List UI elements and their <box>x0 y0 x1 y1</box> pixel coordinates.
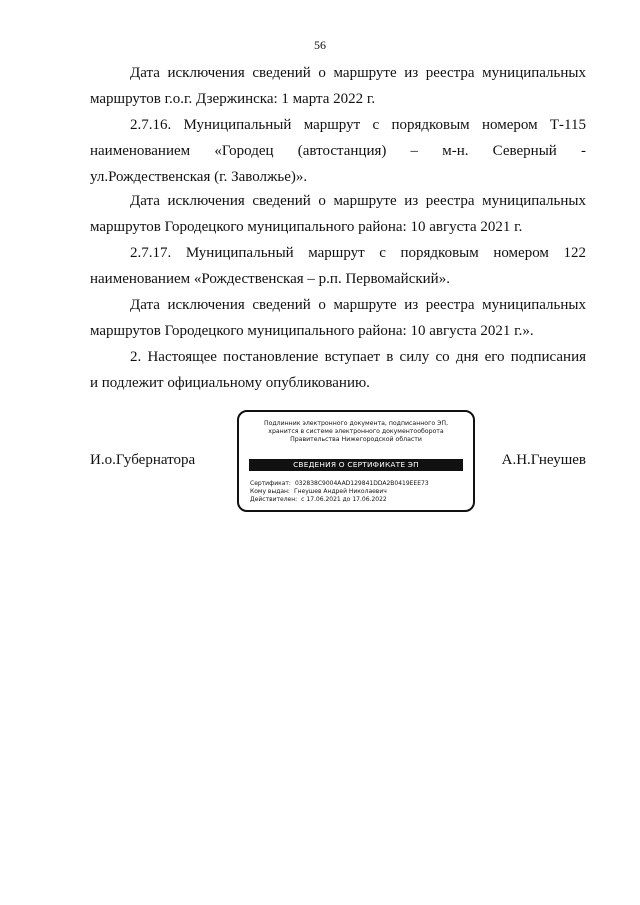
text-line: и подлежит официальному опубликованию. <box>90 375 370 391</box>
signer-name: А.Н.Гнеушев <box>501 452 586 468</box>
text-line: Дата исключения сведений о маршруте из реестра муниципальных <box>130 65 586 81</box>
issued-to-label: Кому выдан: <box>250 488 290 495</box>
stamp-title: СВЕДЕНИЯ О СЕРТИФИКАТЕ ЭП <box>249 459 463 471</box>
stamp-header <box>239 420 473 444</box>
text-line: ул.Рождественская (г. Заволжье)». <box>90 169 308 185</box>
stamp-header-line: хранится в системе электронного документооборота <box>268 428 444 435</box>
text-line: 2. Настоящее постановление вступает в силу со дня его подписания <box>130 349 586 365</box>
text-line: наименованием «Городец (автостанция) – м-н. Северный - <box>90 143 586 159</box>
electronic-signature-stamp <box>237 410 475 512</box>
text-line: Дата исключения сведений о маршруте из реестра муниципальных <box>130 297 586 313</box>
text-line: маршрутов Городецкого муниципального района: 10 августа 2021 г. <box>90 219 523 235</box>
text-line: маршрутов Городецкого муниципального района: 10 августа 2021 г.». <box>90 323 534 339</box>
validity-row <box>250 496 429 504</box>
stamp-header-line: Подлинник электронного документа, подписанного ЭП, <box>263 420 449 427</box>
paragraph-exclusion-gorodets-1 <box>90 188 586 240</box>
stamp-header-line: Правительства Нижегородской области <box>290 436 422 443</box>
stamp-certificate-info <box>250 480 429 504</box>
text-line: наименованием «Рождественская – р.п. Первомайский». <box>90 271 450 287</box>
paragraph-exclusion-dzerzhinsk <box>90 60 586 112</box>
text-line: 2.7.16. Муниципальный маршрут с порядковым номером Т-115 <box>130 117 586 133</box>
certificate-label: Сертификат: <box>250 480 291 487</box>
text-line: маршрутов г.о.г. Дзержинска: 1 марта 2022 г. <box>90 91 376 107</box>
paragraph-effective-date <box>90 344 586 396</box>
page-number: 56 <box>314 38 326 52</box>
certificate-value: 032838C9004AAD129841DDA2B0419EEE73 <box>294 480 429 487</box>
signer-position: И.о.Губернатора <box>90 452 196 468</box>
paragraph-exclusion-gorodets-2 <box>90 292 586 344</box>
certificate-row <box>250 480 429 488</box>
validity-value: с 17.06.2021 до 17.06.2022 <box>301 496 387 503</box>
paragraph-route-t115 <box>90 112 586 190</box>
paragraph-route-122 <box>90 240 586 292</box>
validity-label: Действителен: <box>250 496 298 503</box>
issued-to-value: Гнеушев Андрей Николаевич <box>293 488 387 495</box>
text-line: 2.7.17. Муниципальный маршрут с порядковым номером 122 <box>130 245 586 261</box>
issued-to-row <box>250 488 429 496</box>
text-line: Дата исключения сведений о маршруте из реестра муниципальных <box>130 193 586 209</box>
